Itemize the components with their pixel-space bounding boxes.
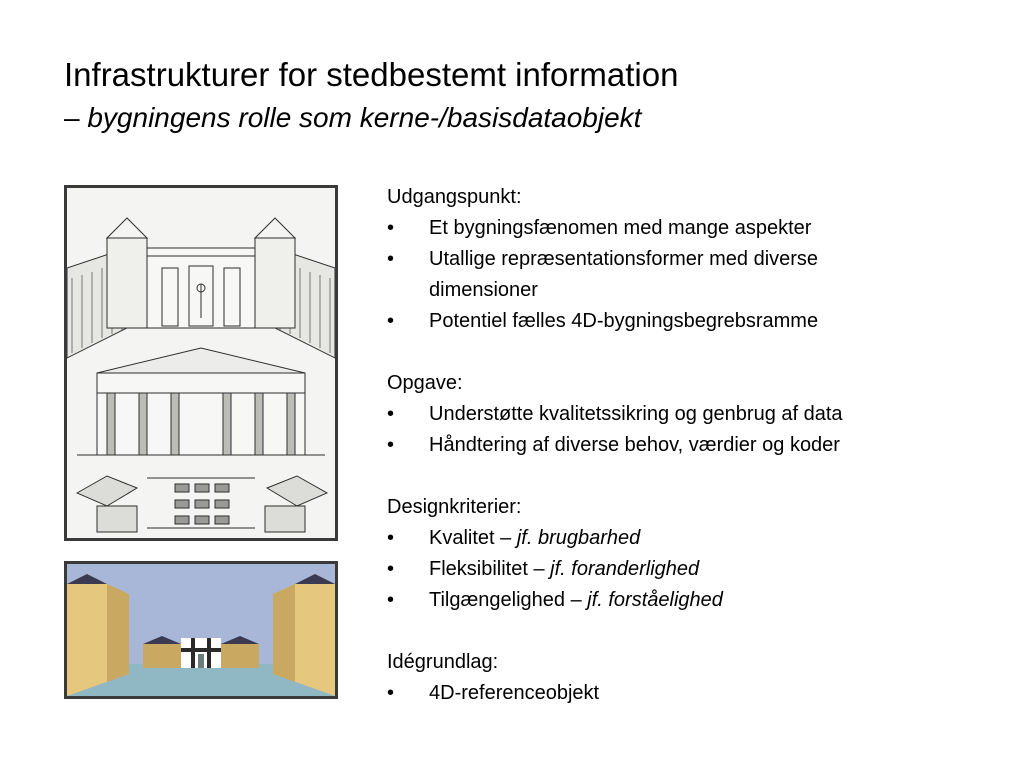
bullet-icon: •: [387, 248, 395, 270]
list-item: • Potentiel fælles 4D-bygningsbegrebsramme: [387, 306, 987, 337]
bullet-icon: •: [387, 403, 395, 425]
section-heading-idegrundlag: Idégrundlag:: [387, 651, 499, 673]
3d-building-render-image: [64, 561, 338, 699]
bullet-icon: •: [387, 589, 395, 611]
list-item-continuation: dimensioner: [429, 279, 538, 301]
designkriterier-list: [387, 523, 987, 616]
slide-title: Infrastrukturer for stedbestemt information: [64, 56, 679, 93]
idegrundlag-list: [387, 678, 987, 709]
section-heading-opgave: Opgave:: [387, 372, 463, 394]
list-item: • Håndtering af diverse behov, værdier og koder: [387, 430, 987, 461]
section-heading-designkriterier: Designkriterier:: [387, 496, 522, 518]
bullet-icon: •: [387, 558, 395, 580]
bullet-icon: •: [387, 434, 395, 456]
opgave-list: [387, 399, 987, 461]
architectural-drawing-image: [64, 185, 338, 541]
subtitle-dash: –: [64, 102, 88, 133]
list-item: • Understøtte kvalitetssikring og genbrug af data: [387, 399, 987, 430]
list-item: • 4D-referenceobjekt: [387, 678, 987, 709]
bullet-icon: •: [387, 310, 395, 332]
slide-body: [387, 182, 987, 709]
list-item: • Utallige repræsentationsformer med diverse: [387, 244, 987, 275]
list-item: • Et bygningsfænomen med mange aspekter: [387, 213, 987, 244]
udgangspunkt-list: [387, 213, 987, 337]
bullet-icon: •: [387, 527, 395, 549]
list-item: • Tilgængelighed – jf. forståelighed: [387, 585, 987, 616]
list-item: • Fleksibilitet – jf. foranderlighed: [387, 554, 987, 585]
slide-subtitle: [64, 100, 641, 136]
list-item: • Kvalitet – jf. brugbarhed: [387, 523, 987, 554]
subtitle-text: bygningens rolle som kerne-/basisdataobjekt: [87, 102, 642, 133]
bullet-icon: •: [387, 682, 395, 704]
bullet-icon: •: [387, 217, 395, 239]
section-heading-udgangspunkt: Udgangspunkt:: [387, 186, 522, 208]
